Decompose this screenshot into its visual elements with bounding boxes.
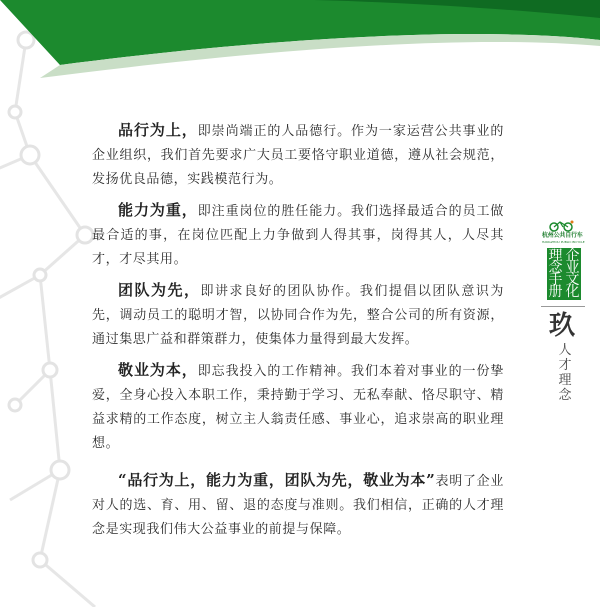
paragraph-body: 即忘我投入的工作精神。我们本着对事业的一份挚爱，全身心投入本职工作，秉持勤于学习、无私奉献、恪尽职守、精益求精的工作态度，树立主人翁责任感、事业心，追求崇高的职业理想。 [92,364,504,451]
logo-english-name: HANGZHOU PUBLIC BICYCLE [542,240,585,244]
paragraph-lead: 团队为先， [118,281,201,299]
bicycle-icon [548,220,574,232]
logo-chinese-name: 杭州公共自行车 [542,232,583,239]
section-divider [541,306,585,307]
section-title [557,343,573,403]
label-char: 册 [548,284,563,300]
body-text [92,118,504,548]
section-title-char: 人 [558,343,572,358]
paragraph-nengli [92,198,504,272]
paragraph-body: 即崇尚端正的人品德行。作为一家运营公共事业的企业组织，我们首先要求广大员工要恪守职业道德，遵从社会规范，发扬优良品德，实践模范行为。 [92,124,504,187]
label-char: 文 [565,272,580,288]
section-title-char: 才 [558,358,572,373]
paragraph-body: 即讲求良好的团队协作。我们提倡以团队意识为先，调动员工的聪明才智，以协同合作为先，整合公司的所有资源，通过集思广益和群策群力，使集体力量得到最大发挥。 [92,284,504,347]
label-char: 理 [548,248,563,264]
closing-paragraph [92,468,504,542]
paragraph-tuandui [92,278,504,352]
label-char: 业 [565,260,580,276]
label-char: 念 [548,260,563,276]
handbook-label-right [564,250,581,298]
label-char: 企 [565,248,580,264]
section-number: 玖 [548,311,575,341]
label-char: 手 [548,272,563,288]
section-title-char: 念 [558,388,572,403]
closing-body: 表明了企业对人的选、育、用、留、退的态度与准则。我们相信，正确的人才理念是实现我们伟大公益事业的前提与保障。 [92,474,504,537]
handbook-label-left [547,250,564,298]
paragraph-pinxing [92,118,504,192]
paragraph-lead: 品行为上， [118,121,198,139]
paragraph-jingye [92,358,504,456]
company-logo [542,220,585,248]
label-char: 化 [565,284,580,300]
closing-quote: “品行为上，能力为重，团队为先，敬业为本” [118,471,436,489]
section-title-char: 理 [558,373,572,388]
paragraph-lead: 能力为重， [118,201,198,219]
handbook-label-box [547,248,581,300]
paragraph-lead: 敬业为本， [118,361,198,379]
paragraph-body: 即注重岗位的胜任能力。我们选择最适合的员工做最合适的事，在岗位匹配上力争做到人得其事，岗得其人，人尽其才，才尽其用。 [92,204,504,267]
